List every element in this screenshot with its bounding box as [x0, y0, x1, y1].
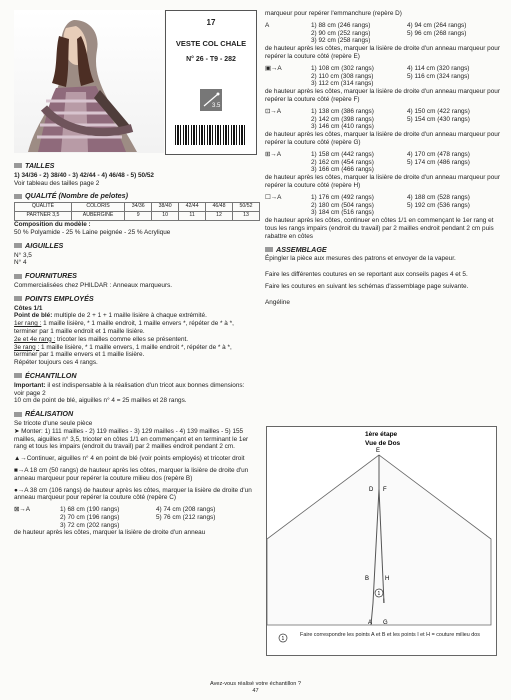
signature: Angéline	[265, 298, 290, 306]
table-header-cell: 38/40	[152, 203, 179, 212]
size-option-label: ⊡→A	[265, 107, 282, 115]
size-option: 3) 92 cm (258 rangs)	[311, 37, 371, 45]
rang-1-label: 1er rang :	[14, 320, 42, 328]
point-h-label: H	[385, 576, 390, 582]
points-heading: POINTS EMPLOYÉS	[14, 295, 256, 303]
qualite-heading: QUALITÉ (Nombre de pelotes)	[14, 192, 256, 200]
rang-2-4-label: 2e et 4e rang :	[14, 335, 56, 343]
table-header-cell: 34/36	[125, 203, 152, 212]
gauge-text: 10 cm de point de blé, aiguilles n° 4 = 25 mailles et 28 rangs.	[14, 397, 187, 405]
rang-1-text: 1 maille lisière, * 1 maille endroit, 1 maille envers *, répéter de * à *, terminer par 1 maille endroit et 1 maille lisière.	[14, 320, 234, 335]
size-option: 1) 138 cm (386 rangs)	[311, 107, 374, 115]
assemblage-text-2: Faire les différentes coutures en se reportant aux conseils pages 4 et 5.	[265, 271, 468, 279]
rang-2-4	[14, 336, 256, 344]
rang-2-4-text: tricoter les mailles comme elles se présentent.	[55, 335, 189, 343]
size-option: 5) 174 cm (486 rangs)	[407, 158, 470, 166]
diagram-caption: Faire correspondre les points A et B et les points I et H = couture milieu dos	[300, 632, 480, 638]
size-option-tail: de hauteur après les côtes, marquer la lisière de droite d'un anneau marqueur pour repérer la couture côté (repère E)	[265, 45, 500, 60]
size-option-block	[265, 194, 503, 217]
right-intro: marqueur pour repérer l'emmanchure (repère D)	[265, 10, 402, 17]
table-cell: 10	[152, 212, 179, 221]
tailles-reference: Voir tableau des tailles page 2	[14, 179, 100, 187]
table-header-cell: 50/52	[233, 203, 260, 212]
size-option-label: ▣→A	[265, 64, 282, 72]
tailles-heading: TAILLES	[14, 162, 256, 170]
important-label: Important:	[14, 381, 46, 389]
size-option-label: ⊞→A	[265, 150, 282, 158]
size-option: 3) 166 cm (466 rangs)	[311, 166, 374, 174]
diagram-title-2: Vue de Dos	[365, 440, 401, 447]
size-option-label: ⊠→A	[14, 506, 31, 514]
size-option: 5) 192 cm (536 rangs)	[407, 201, 470, 209]
size-option-tail: de hauteur après les côtes, marquer la lisière de droite d'un anneau marqueur pour repérer la couture côté (repère F)	[265, 88, 500, 103]
size-option: 4) 170 cm (478 rangs)	[407, 150, 470, 158]
size-option: 4) 94 cm (264 rangs)	[407, 21, 467, 29]
table-header-cell: 46/48	[206, 203, 233, 212]
echantillon-heading: ÉCHANTILLON	[14, 372, 256, 380]
size-option: 3) 184 cm (516 rangs)	[311, 209, 374, 217]
cotes-label: Côtes 1/1	[14, 304, 43, 312]
assemblage-text-3: Faire les coutures en suivant les schémas d'assemblage page suivante.	[265, 282, 469, 290]
right-column	[265, 10, 503, 307]
pattern-title-box	[165, 10, 257, 155]
size-option: 1) 68 cm (190 rangs)	[60, 506, 120, 514]
size-option: 4) 150 cm (422 rangs)	[407, 107, 470, 115]
echantillon-note	[14, 382, 256, 398]
barcode	[175, 125, 247, 145]
woman-cardigan-photo	[14, 10, 164, 153]
table-header-cell: QUALITÉ	[15, 203, 72, 212]
fournitures-text: Commercialisées chez PHILDAR : Anneaux marqueurs.	[14, 281, 173, 289]
point-b-label: B	[365, 576, 370, 582]
fournitures-heading: FOURNITURES	[14, 272, 256, 280]
size-option-label: A	[265, 21, 270, 29]
pattern-reference: N° 26 - T9 - 282	[186, 56, 236, 63]
footer	[0, 681, 511, 695]
size-option: 2) 70 cm (196 rangs)	[60, 513, 120, 521]
size-option: 4) 114 cm (320 rangs)	[407, 64, 470, 72]
size-option: 4) 74 cm (208 rangs)	[156, 506, 216, 514]
rang-1	[14, 320, 256, 336]
pattern-number: 17	[206, 18, 216, 27]
composition-label: Composition du modèle :	[14, 221, 91, 229]
size-option: 2) 90 cm (252 rangs)	[311, 29, 371, 37]
size-option: 5) 76 cm (212 rangs)	[156, 513, 216, 521]
assemblage-heading: ASSEMBLAGE	[265, 246, 503, 254]
page-number: 47	[252, 688, 259, 694]
realisation-intro: Se tricote d'une seule pièce	[14, 419, 93, 427]
table-header-cell: 42/44	[179, 203, 206, 212]
footer-question: Avez-vous réalisé votre échantillon ?	[210, 681, 301, 687]
point-f-label: F	[383, 487, 387, 493]
assemblage-text-1: Épingler la pièce aux mesures des patrons et envoyer de la vapeur.	[265, 255, 456, 263]
table-cell: 12	[206, 212, 233, 221]
back-view-schematic	[267, 427, 496, 655]
table-cell: PARTNER 3,5	[15, 212, 72, 221]
size-option-block	[265, 65, 503, 88]
composition-text: 50 % Polyamide - 25 % Laine peignée - 25 % Acrylique	[14, 228, 171, 236]
marker-c-text: ●→A 38 cm (106 rangs) de hauteur après les côtes, marquer la lisière de droite d'un anneau marqueur pour repérer la couture côté (repère C)	[14, 486, 252, 502]
repeat-note: Répéter toujours ces 4 rangs.	[14, 359, 98, 367]
table-cell: AUBERGINE	[71, 212, 124, 221]
table-header-cell: COLORIS	[71, 203, 124, 212]
caption-number: 1	[281, 636, 285, 642]
model-photo	[14, 10, 164, 153]
point-i-label: I	[383, 599, 385, 605]
important-text: il est indispensable à la réalisation d'un tricot aux bonnes dimensions: voir page 2	[14, 381, 245, 397]
table-cell: 13	[233, 212, 260, 221]
size-option: 5) 154 cm (430 rangs)	[407, 115, 470, 123]
size-option: 5) 116 cm (324 rangs)	[407, 72, 470, 80]
size-option-block	[14, 506, 256, 529]
montage-text: ➤ Monter: 1) 111 mailles - 2) 119 mailles - 3) 129 mailles - 4) 139 mailles - 5) 155 mailles, aiguilles n° 3,5, tricoter en côtes 1/1 en commençant et en terminant le 1er rang et tous les impairs (endroit du travail) par 2 mailles endroit pendant 2 cm.	[14, 427, 249, 451]
point-ble-text: multiple de 2 + 1 + 1 maille lisière à chaque extrémité.	[52, 312, 207, 320]
size-option-tail: de hauteur après les côtes, marquer la lisière de droite d'un anneau marqueur pour repérer la couture côté (repère G)	[265, 131, 500, 146]
table-cell: 9	[125, 212, 152, 221]
needle-size-label: 3.5	[212, 103, 221, 109]
tailles-line: 1) 34/36 - 2) 38/40 - 3) 42/44 - 4) 46/48 - 5) 50/52	[14, 171, 154, 179]
size-option-block	[265, 108, 503, 131]
step-1-label: 1	[377, 591, 381, 597]
point-ble-label: Point de blé:	[14, 312, 53, 320]
size-option: 4) 188 cm (528 rangs)	[407, 193, 470, 201]
yarn-table	[14, 202, 260, 221]
size-option: 5) 96 cm (268 rangs)	[407, 29, 467, 37]
assembly-diagram	[266, 426, 497, 656]
realisation-heading: RÉALISATION	[14, 410, 256, 418]
continue-text: ▲→Continuer, aiguilles n° 4 en point de blé (voir points employés) et tricoter droit	[14, 455, 245, 463]
aiguilles-heading: AIGUILLES	[14, 242, 256, 250]
point-a-label: A	[368, 620, 373, 626]
size-option: 1) 108 cm (302 rangs)	[311, 64, 374, 72]
size-option: 3) 146 cm (410 rangs)	[311, 123, 374, 131]
marker-b-text: ■→A 18 cm (50 rangs) de hauteur après les côtes, marquer la lisière de droite d'un anneau marqueur pour repérer la couture milieu dos (repère B)	[14, 466, 249, 482]
size-option-block	[265, 151, 503, 174]
size-option: 3) 72 cm (202 rangs)	[60, 521, 120, 529]
needle-size-2: N° 4	[14, 259, 27, 267]
size-option-tail: de hauteur après les côtes, continuer en côtes 1/1 en commençant le 1er rang et tous les rangs impairs (endroit du travail) par 2 mailles endroit pendant 2 cm puis rabattre en côtes	[265, 217, 494, 240]
diagram-title-1: 1ère étape	[365, 431, 398, 438]
size-option: 2) 110 cm (308 rangs)	[311, 72, 374, 80]
rang-3-text: 1 maille lisière, * 1 maille envers, 1 maille endroit *, répéter de * à *, terminer par 1 maille envers et 1 maille lisière.	[14, 343, 232, 359]
point-e-label: E	[376, 448, 381, 454]
size-option: 2) 180 cm (504 rangs)	[311, 201, 374, 209]
table-cell: 11	[179, 212, 206, 221]
pattern-title: VESTE COL CHALE	[175, 39, 247, 48]
size-option: 2) 162 cm (454 rangs)	[311, 158, 374, 166]
size-option-tail: de hauteur après les côtes, marquer la lisière de droite d'un anneau	[14, 529, 206, 537]
left-column	[14, 157, 256, 537]
needle-size-1: N° 3,5	[14, 251, 32, 259]
size-option: 3) 112 cm (314 rangs)	[311, 80, 374, 88]
size-option: 1) 88 cm (246 rangs)	[311, 21, 371, 29]
size-option-label: ☐→A	[265, 193, 282, 201]
size-option: 1) 158 cm (442 rangs)	[311, 150, 374, 158]
point-g-label: G	[383, 620, 388, 626]
point-d-label: D	[369, 487, 374, 493]
rang-3-label: 3e rang :	[14, 343, 40, 351]
size-option-tail: de hauteur après les côtes, marquer la lisière de droite d'un anneau marqueur pour repérer la couture côté (repère H)	[265, 174, 500, 189]
needle-size-icon	[200, 89, 222, 111]
point-ble-paragraph	[14, 312, 256, 320]
size-option: 2) 142 cm (398 rangs)	[311, 115, 374, 123]
size-option: 1) 176 cm (492 rangs)	[311, 193, 374, 201]
size-option-block	[265, 22, 503, 45]
rang-3	[14, 344, 256, 360]
